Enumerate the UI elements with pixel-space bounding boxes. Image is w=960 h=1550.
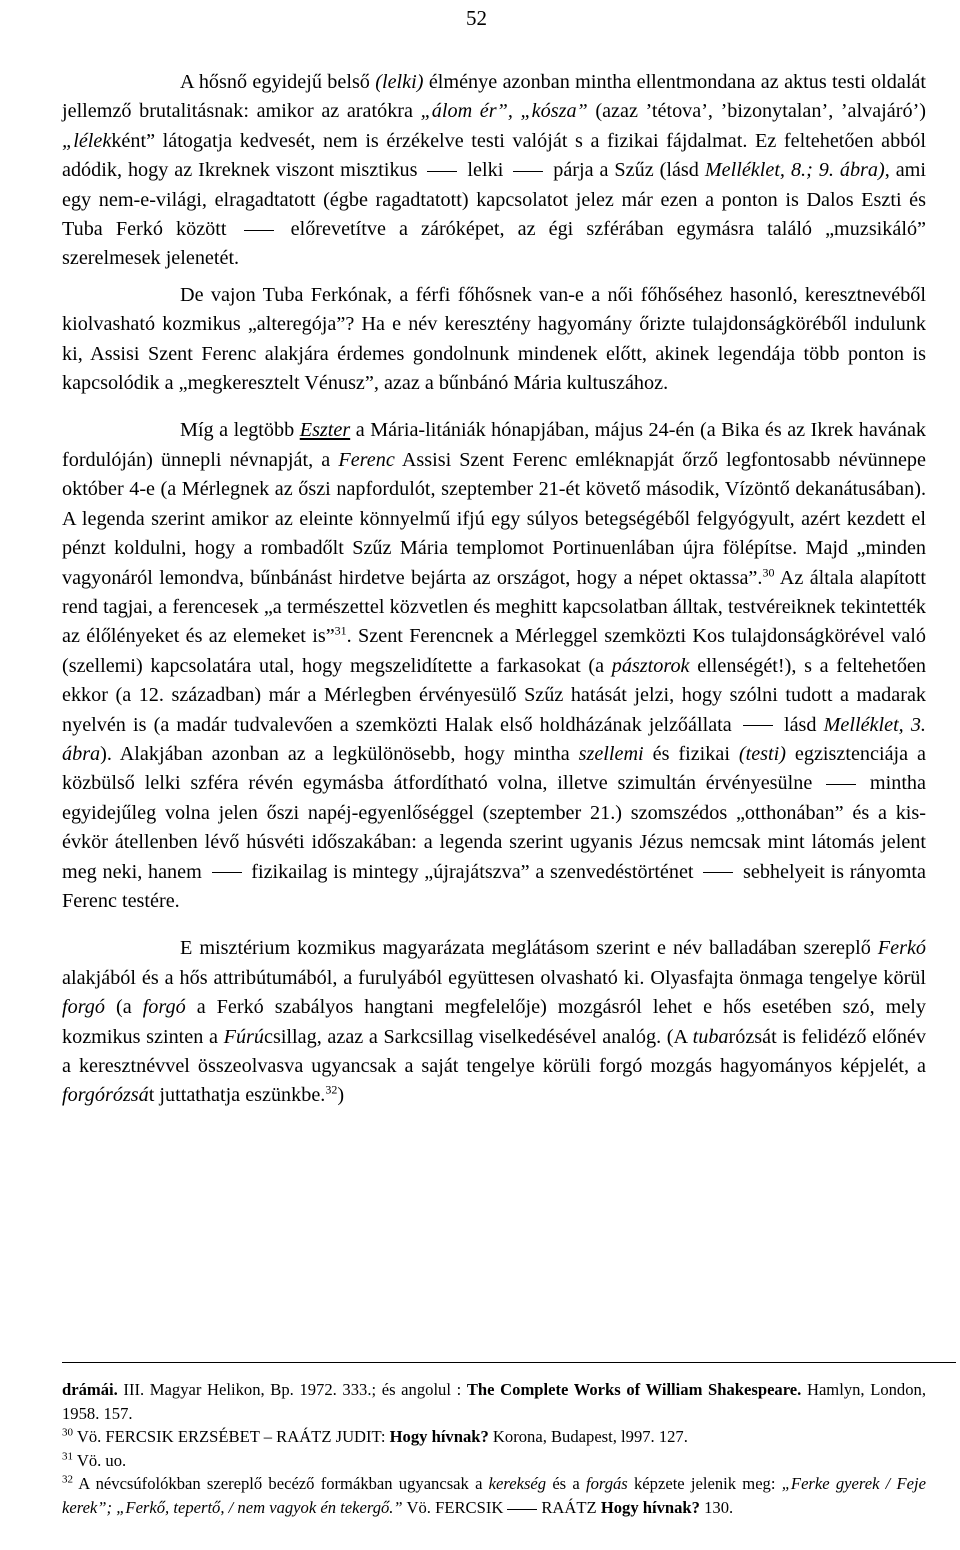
em-dash: [826, 784, 856, 785]
text-run: „lélek: [62, 129, 112, 152]
footnote-separator: [62, 1362, 956, 1363]
text-run: Fúrú: [223, 1025, 264, 1048]
em-dash: [513, 171, 543, 172]
footnote-ref: 32: [325, 1082, 338, 1097]
footnote-31: [62, 1449, 926, 1473]
text-run: ként” látogatja kedvesét, nem is érzékelve testi valóját s a fizikai fájdalmat. Ez feltehetően abból adódik, hogy az Ikreknek viszont misztikus: [62, 129, 926, 182]
paragraph: [62, 68, 926, 274]
text-run: A hősnő egyidejű belső: [180, 71, 376, 93]
em-dash: [703, 872, 733, 873]
page-number: 52: [466, 6, 487, 30]
em-dash: [244, 230, 274, 231]
text-run: Vö. FERCSIK ERZSÉBET – RAÁTZ JUDIT:: [73, 1427, 390, 1447]
text-run: Ferkó: [877, 937, 926, 960]
text-run: képzete jelenik meg:: [627, 1474, 782, 1494]
text-run: élménye azonban mintha ellentmondana az aktus testi oldalát jellemző brutalitásnak: amikor az aratókra: [62, 71, 926, 123]
text-run: (lelki): [375, 71, 424, 93]
em-dash: [427, 171, 457, 172]
text-run: lelki: [461, 159, 510, 182]
text-run: forgó: [142, 996, 186, 1019]
text-run: sebhelyeit is rányomta Ferenc testére.: [62, 860, 926, 912]
text-run: Eszter: [299, 419, 351, 442]
text-run: A névcsúfolókban szereplő becéző formákban ugyancsak a: [73, 1474, 489, 1494]
em-dash: [507, 1509, 537, 1510]
text-run: E misztérium kozmikus magyarázata meglátásom szerint e név balladában szereplő: [180, 937, 878, 960]
text-run: csillag, azaz a Sarkcsillag viselkedésével analóg. (A: [264, 1025, 693, 1048]
body-text: [62, 68, 926, 1111]
footnote-32: [62, 1472, 926, 1519]
text-run: egzisztenciája a közbülső lelki szféra révén egymásba átfordítható volna, illetve szimultán érvényesülne: [62, 742, 927, 795]
text-run: Korona, Budapest, l997. 127.: [488, 1427, 688, 1447]
text-run: Vö. uo.: [73, 1450, 127, 1470]
text-run: alakjából és a hős attribútumából, a furulyából együttesen olvasható ki. Olyasfajta önmaga tengelye körül: [62, 966, 926, 989]
text-run: , ami egy nem-e-világi, elragadtatott (égbe ragadtatott) kapcsolatot jelez már ezen a ponton is Dalos Eszti és Tuba Ferkó között: [62, 159, 926, 241]
text-run: . Szent Ferencnek a Mérleggel szemközti Kos tulajdonságkörével való (szellemi) kapcsolatára utal, hogy megszelidítette a farkasokat (a: [62, 625, 926, 677]
text-run: a Mária-litániák hónapjában, május 24-én (a Bika és az Ikrek havának fordulóján) ünnepli névnapját, a: [62, 419, 927, 471]
text-run: Assisi Szent Ferenc emléknapját őrző legfontosabb névünnepe október 4-e (a Mérlegnek az őszi napfordulót, szeptember 21-ét követő második, Vízöntő dekanátusában). A legenda szerint amikor az eleinte könnyelmű ifjú egy súlyos betegségéből felgyógyult, azért kezdett el pénzt koldulni, hogy a rombadőlt Szűz Mária templomot Portinuenlában újra fölépítse. Majd „minden vagyonáról lemondva, bűnbánást hirdetve bejárta az országot, hogy a népet oktassa”.: [62, 448, 926, 589]
text-run: párja a Szűz (lásd: [547, 159, 705, 182]
paragraph: [62, 281, 926, 399]
footnote-ref: 32: [62, 1473, 73, 1486]
text-run: Melléklet, 8.; 9. ábra): [704, 159, 885, 182]
footnotes: [62, 1378, 926, 1520]
text-run: „Ferke gyerek / Feje kerek”; „Ferkő, tepertő, / nem vagyok én tekergő.”: [62, 1474, 926, 1517]
text-run: (a: [105, 996, 143, 1019]
text-run: fizikailag is mintegy „újrajátszva” a szenvedéstörténet: [245, 860, 700, 883]
em-dash: [212, 872, 242, 873]
text-run: pásztorok: [611, 654, 690, 677]
text-run: előrevetítve a záróképet, az égi szférában egymásra találó „muzsikáló” szerelmesek jelenetét.: [62, 218, 926, 270]
text-run: Vö. FERCSIK: [402, 1497, 504, 1517]
footnote-ref: 30: [762, 564, 775, 579]
footnote-continuation: [62, 1378, 926, 1425]
text-run: forgó: [62, 996, 105, 1019]
text-run: Míg a legtöbb: [180, 419, 300, 442]
text-run: kerekség: [488, 1474, 547, 1494]
text-run: (azaz ’tétova’, ’bizonytalan’, ’alvajáró’): [587, 100, 927, 123]
paragraph: [62, 934, 926, 1110]
footnote-ref: 31: [334, 623, 347, 638]
text-run: és fizikai: [643, 742, 739, 765]
text-run: ): [337, 1084, 345, 1107]
text-run: Hogy hívnak?: [389, 1427, 489, 1447]
text-run: Az általa alapított rend tagjai, a ferencesek „a természettel közvetlen és meghitt kapcsolatban álltak, testvéreiknek tekintették az élőlényeket és az elemeket is”: [62, 566, 926, 648]
em-dash: [743, 725, 773, 726]
footnote-30: [62, 1425, 926, 1449]
text-run: rózsát is felidéző előnév a keresztnévvel összeolvasva ugyancsak a saját tengelye körüli forgó mozgás hagyományos képjelét, a: [62, 1025, 926, 1077]
footnote-ref: 30: [62, 1426, 73, 1439]
text-run: De vajon Tuba Ferkónak, a férfi főhősnek van-e a női főhőséhez hasonló, keresztnevéből kiolvasható kozmikus „alteregója”? Ha e név keresztény hagyomány őrizte tulajdonságköréből indulunk ki, Assisi Szent Ferenc alakjára érdemes gondolnunk mindenek előtt, akinek legendája több ponton is kapcsolódik a „megkeresztelt Vénusz”, azaz a bűnbánó Mária kultuszához.: [62, 283, 926, 395]
text-run: ellenségét!), s a feltehetően ekkor (a 12. században) már a Mérlegben érvényesülő Szűz hatását jelzi, hogy szólni tudott a madarak nyelvén is (a madár tudvalevően a szemközti Halak első holdházának jelzőállata: [62, 654, 926, 736]
text-run: (testi): [738, 742, 786, 765]
text-run: mintha egyidejűleg volna jelen őszi napéj-egyenlőséggel (szeptember 21.) szomszédos „otthonában” és a kis-évkör átellenben lévő húsvéti időszakában: a legenda szerint ugyanis Jézus nemcsak mint látomás jelent meg neki, hanem: [62, 772, 926, 883]
text-run: és a: [546, 1474, 586, 1494]
text-run: Hogy hívnak?: [600, 1497, 700, 1517]
text-run: Hamlyn, London, 1958. 157.: [62, 1380, 926, 1423]
text-run: ). Alakjában azonban az a legkülönösebb, hogy mintha: [100, 742, 579, 765]
paragraph: [62, 416, 926, 916]
text-run: drámái.: [62, 1380, 118, 1399]
text-run: szellemi: [578, 742, 644, 765]
footnote-ref: 31: [62, 1450, 73, 1463]
text-run: 130.: [699, 1497, 734, 1517]
text-run: Melléklet, 3. ábra: [62, 713, 926, 765]
text-run: lásd: [776, 713, 824, 736]
text-run: The Complete Works of William Shakespeare.: [466, 1380, 802, 1399]
text-run: III. Magyar Helikon, Bp. 1972. 333.; és angolul :: [117, 1380, 467, 1399]
text-run: RAÁTZ: [541, 1497, 601, 1517]
text-run: forgórózsá: [62, 1084, 149, 1107]
text-run: forgás: [585, 1474, 628, 1494]
text-run: tuba: [692, 1025, 729, 1048]
text-run: t juttathatja eszünkbe.: [148, 1084, 326, 1107]
text-run: „álom ér”, „kósza”: [420, 100, 588, 123]
text-run: Ferenc: [338, 448, 395, 471]
text-run: a Ferkó szabályos hangtani megfelelője) mozgásról lehet e hős esetében szó, mely kozmikus szinten a: [62, 996, 926, 1048]
